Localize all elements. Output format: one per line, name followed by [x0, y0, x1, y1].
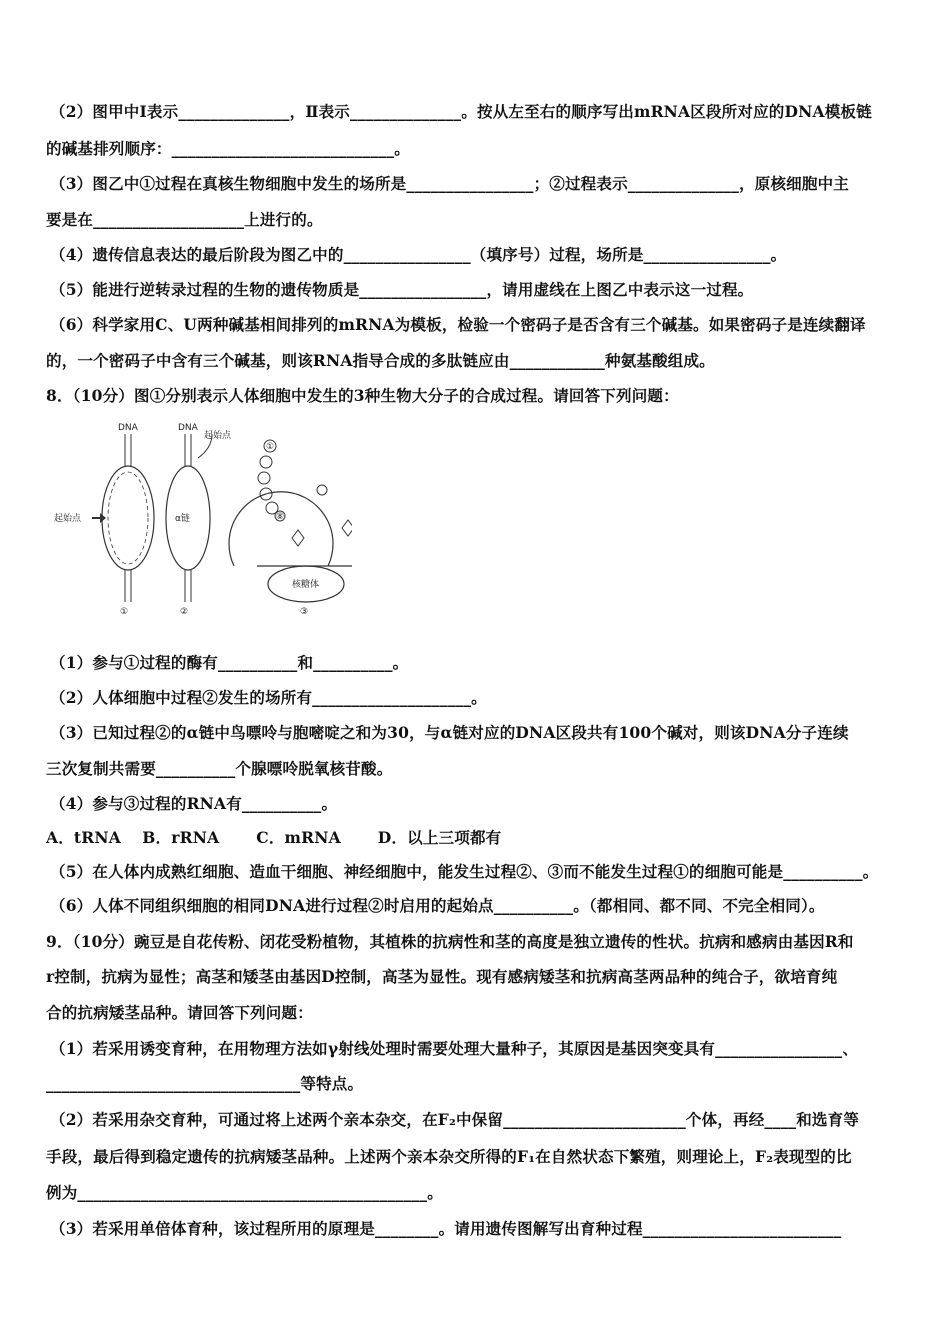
- question-7-3-line-2: 要是在___________________上进行的。: [46, 210, 323, 229]
- origin-label-left: 起始点: [54, 514, 82, 524]
- figure-num-2: ②: [180, 607, 189, 617]
- question-9-1-line-2: ________________________________等特点。: [46, 1074, 364, 1093]
- question-9-header-line-2: r控制，抗病为显性；高茎和矮茎由基因D控制，高茎为显性。现有感病矮茎和抗病高茎两品种的纯合子，欲培育纯: [46, 967, 838, 986]
- figure-num-3: ③: [300, 607, 309, 617]
- origin-arrow-icon: [92, 513, 106, 523]
- question-8-5: （5）在人体内成熟红细胞、造血干细胞、神经细胞中，能发生过程②、③而不能发生过程①的细胞可能是__________。: [50, 862, 879, 881]
- question-7-5: （5）能进行逆转录过程的生物的遗传物质是________________，请用虚线在上图乙中表示这一过程。: [50, 280, 754, 299]
- question-8-3-line-2: 三次复制共需要__________个腺嘌呤脱氧核苷酸。: [46, 759, 393, 778]
- question-8-1: （1）参与①过程的酶有__________和__________。: [50, 653, 409, 672]
- question-9-1-line-1: （1）若采用诱变育种，在用物理方法如γ射线处理时需要处理大量种子，其原因是基因突变具有________________、: [50, 1039, 859, 1058]
- question-7-2-line-2: 的碱基排列顺序：____________________________。: [46, 139, 410, 158]
- question-7-2-line-1: （2）图甲中Ⅰ表示______________，Ⅱ表示______________。按从左至右的顺序写出mRNA区段所对应的DNA模板链: [50, 102, 872, 121]
- origin-label-top: 起始点: [204, 431, 232, 441]
- question-8-6: （6）人体不同组织细胞的相同DNA进行过程②时启用的起始点__________。（都相同、都不同、不完全相同）。: [50, 896, 825, 915]
- question-7-6-line-2: 的，一个密码子中含有三个碱基，则该RNA指导合成的多肽链应由____________种氨基酸组成。: [46, 351, 715, 370]
- dna-label-1: DNA: [118, 423, 138, 433]
- bead-num-1: ①: [266, 442, 275, 452]
- question-7-4: （4）遗传信息表达的最后阶段为图乙中的________________（填序号）过程，场所是________________。: [50, 245, 787, 264]
- question-9-2-line-3: 例为____________________________________________。: [46, 1183, 443, 1202]
- question-9-3: （3）若采用单倍体育种，该过程所用的原理是________。请用遗传图解写出育种过程_________________________: [50, 1219, 842, 1238]
- question-8-4-options: A．tRNA B．rRNA C．mRNA D．以上三项都有: [46, 828, 502, 847]
- figure-num-1: ①: [120, 607, 129, 617]
- alpha-chain-label: α链: [175, 514, 190, 524]
- question-8-3-line-1: （3）已知过程②的α链中鸟嘌呤与胞嘧啶之和为30，与α链对应的DNA区段共有100个碱对，则该DNA分子连续: [50, 723, 849, 742]
- question-7-3-line-1: （3）图乙中①过程在真核生物细胞中发生的场所是________________；②过程表示______________，原核细胞中主: [50, 174, 849, 193]
- dna-label-2: DNA: [178, 423, 198, 433]
- question-8-2: （2）人体细胞中过程②发生的场所有____________________。: [50, 688, 487, 707]
- question-9-header-line-1: 9．（10分）豌豆是自花传粉、闭花受粉植物，其植株的抗病性和茎的高度是独立遗传的性状。抗病和感病由基因R和: [46, 932, 854, 951]
- question-8-header: 8．（10分）图①分别表示人体细胞中发生的3种生物大分子的合成过程。请回答下列问题：: [46, 386, 679, 405]
- question-9-header-line-3: 合的抗病矮茎品种。请回答下列问题：: [46, 1003, 313, 1022]
- question-7-6-line-1: （6）科学家用C、U两种碱基相间排列的mRNA为模板，检验一个密码子是否含有三个碱基。如果密码子是连续翻译: [50, 315, 866, 334]
- synthesis-figure: [52, 418, 352, 618]
- question-9-2-line-2: 手段，最后得到稳定遗传的抗病矮茎品种。上述两个亲本杂交所得的F₁在自然状态下繁殖，则理论上，F₂表现型的比: [46, 1147, 852, 1166]
- bead-num-8: ⑧: [276, 512, 285, 522]
- ribosome-label: 核糖体: [292, 580, 320, 590]
- question-8-4: （4）参与③过程的RNA有__________。: [50, 794, 338, 813]
- question-9-2-line-1: （2）若采用杂交育种，可通过将上述两个亲本杂交，在F₂中保留_______________________个体，再经____和选育等: [50, 1110, 860, 1129]
